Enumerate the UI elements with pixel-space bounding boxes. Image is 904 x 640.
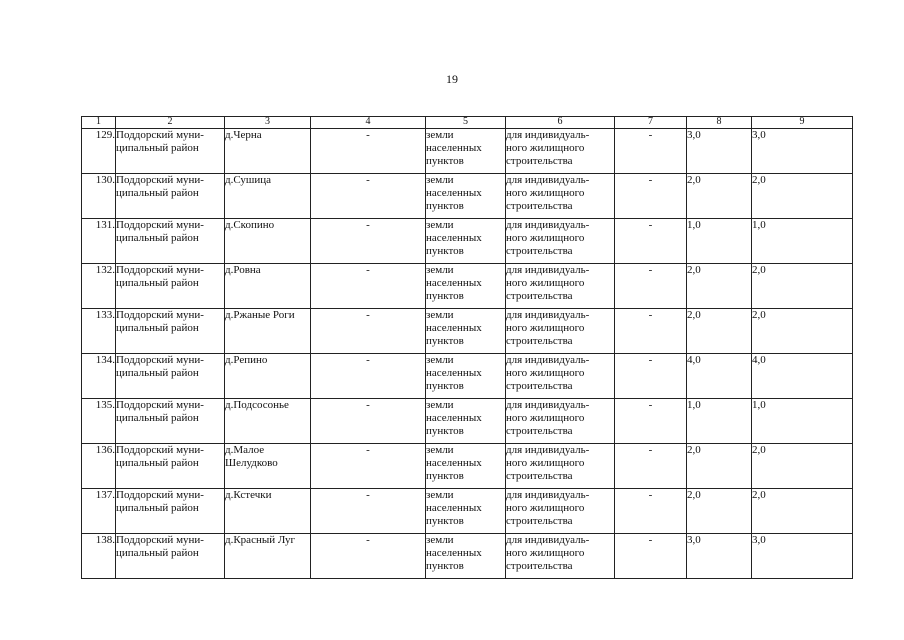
district-cell [116,129,225,174]
column-7-cell-text: - [648,309,653,321]
column-9-cell [752,129,853,174]
district-cell-text: Поддорский муни- ципальный район [116,534,204,559]
land-category-cell [426,489,506,534]
land-category-cell [426,174,506,219]
column-8-cell-text: 4,0 [687,354,701,366]
land-category-cell-text: земли населенных пунктов [426,399,482,437]
row-number-cell [82,489,116,534]
header-cell: 8 [687,117,752,129]
land-category-cell [426,354,506,399]
column-4-cell-text: - [366,489,370,501]
land-category-cell [426,129,506,174]
column-4-cell-text: - [366,309,370,321]
permitted-use-cell [506,489,615,534]
column-9-cell-text: 3,0 [752,129,766,141]
column-7-cell-text: - [648,489,653,501]
column-4-cell [311,444,426,489]
district-cell [116,399,225,444]
land-category-cell-text: земли населенных пунктов [426,444,482,482]
column-9-cell [752,534,853,579]
district-cell-text: Поддорский муни- ципальный район [116,174,204,199]
permitted-use-cell [506,174,615,219]
district-cell-text: Поддорский муни- ципальный район [116,444,204,469]
permitted-use-cell-text: для индивидуаль- ного жилищного строительства [506,264,590,302]
page-number: 19 [446,72,458,86]
column-4-cell [311,399,426,444]
column-8-cell-text: 1,0 [687,399,701,411]
column-4-cell [311,129,426,174]
settlement-cell-text: д.Малое Шелудково [225,444,278,469]
column-8-cell-text: 2,0 [687,489,701,501]
column-9-cell-text: 4,0 [752,354,766,366]
district-cell-text: Поддорский муни- ципальный район [116,129,204,154]
column-7-cell-text: - [648,399,653,411]
column-7-cell [615,219,687,264]
table-row [82,444,853,489]
land-category-cell [426,444,506,489]
land-category-cell [426,309,506,354]
land-category-cell-text: земли населенных пунктов [426,354,482,392]
column-4-cell [311,219,426,264]
column-4-cell-text: - [366,219,370,231]
table-row [82,354,853,399]
header-cell: 9 [752,117,853,129]
column-9-cell [752,174,853,219]
column-8-cell [687,264,752,309]
district-cell-text: Поддорский муни- ципальный район [116,399,204,424]
settlement-cell [225,354,311,399]
column-7-cell [615,534,687,579]
settlement-cell-text: д.Репино [225,354,268,366]
land-plots-table [81,116,853,579]
permitted-use-cell [506,309,615,354]
column-4-cell-text: - [366,354,370,366]
settlement-cell-text: д.Сушица [225,174,272,186]
row-number-cell [82,129,116,174]
column-7-cell [615,129,687,174]
district-cell [116,354,225,399]
settlement-cell [225,489,311,534]
row-number-cell [82,264,116,309]
permitted-use-cell [506,219,615,264]
column-4-cell [311,264,426,309]
district-cell-text: Поддорский муни- ципальный район [116,489,204,514]
column-4-cell-text: - [366,444,370,456]
column-7-cell-text: - [648,219,653,231]
land-category-cell-text: земли населенных пунктов [426,174,482,212]
column-7-cell [615,309,687,354]
permitted-use-cell [506,399,615,444]
row-number-cell-text: 135. [95,399,115,411]
column-9-cell-text: 3,0 [752,534,766,546]
column-8-cell-text: 2,0 [687,309,701,321]
district-cell [116,444,225,489]
column-7-cell [615,264,687,309]
district-cell [116,489,225,534]
column-8-cell-text: 3,0 [687,129,701,141]
district-cell-text: Поддорский муни- ципальный район [116,354,204,379]
column-4-cell-text: - [366,534,370,546]
column-4-cell-text: - [366,264,370,276]
table-row [82,399,853,444]
column-9-cell [752,489,853,534]
row-number-cell-text: 132. [95,264,115,276]
column-7-cell-text: - [648,264,653,276]
column-7-cell-text: - [648,354,653,366]
permitted-use-cell [506,129,615,174]
row-number-cell [82,219,116,264]
district-cell [116,309,225,354]
land-category-cell [426,534,506,579]
district-cell-text: Поддорский муни- ципальный район [116,309,204,334]
column-7-cell [615,399,687,444]
column-4-cell-text: - [366,399,370,411]
column-8-cell-text: 2,0 [687,264,701,276]
table-row [82,129,853,174]
permitted-use-cell [506,354,615,399]
settlement-cell-text: д.Скопино [225,219,275,231]
district-cell [116,264,225,309]
land-category-cell [426,399,506,444]
settlement-cell [225,219,311,264]
settlement-cell [225,264,311,309]
permitted-use-cell-text: для индивидуаль- ного жилищного строительства [506,174,590,212]
settlement-cell-text: д.Красный Луг [225,534,296,546]
settlement-cell [225,174,311,219]
table-row [82,264,853,309]
column-9-cell-text: 2,0 [752,264,766,276]
district-cell-text: Поддорский муни- ципальный район [116,219,204,244]
district-cell [116,219,225,264]
column-7-cell [615,354,687,399]
header-cell: 5 [426,117,506,129]
district-cell [116,174,225,219]
column-9-cell [752,444,853,489]
column-7-cell [615,444,687,489]
district-cell [116,534,225,579]
column-8-cell [687,534,752,579]
settlement-cell [225,444,311,489]
column-7-cell-text: - [648,444,653,456]
column-7-cell [615,174,687,219]
column-8-cell [687,399,752,444]
settlement-cell [225,129,311,174]
header-cell: 1 [82,117,116,129]
permitted-use-cell-text: для индивидуаль- ного жилищного строительства [506,129,590,167]
column-7-cell-text: - [648,534,653,546]
settlement-cell-text: д.Подсосонье [225,399,289,411]
permitted-use-cell-text: для индивидуаль- ного жилищного строительства [506,399,590,437]
row-number-cell-text: 137. [95,489,115,501]
settlement-cell-text: д.Ржаные Роги [225,309,295,321]
column-9-cell-text: 2,0 [752,489,766,501]
header-cell: 2 [116,117,225,129]
permitted-use-cell [506,264,615,309]
row-number-cell [82,399,116,444]
table-row [82,534,853,579]
column-9-cell-text: 2,0 [752,309,766,321]
table-row [82,174,853,219]
permitted-use-cell [506,534,615,579]
row-number-cell [82,174,116,219]
row-number-cell-text: 130. [95,174,115,186]
column-7-cell-text: - [648,129,653,141]
column-8-cell-text: 2,0 [687,444,701,456]
land-category-cell-text: земли населенных пунктов [426,309,482,347]
header-cell: 3 [225,117,311,129]
column-4-cell-text: - [366,129,370,141]
row-number-cell-text: 136. [95,444,115,456]
row-number-cell [82,444,116,489]
row-number-cell [82,534,116,579]
settlement-cell-text: д.Черна [225,129,262,141]
column-8-cell [687,174,752,219]
permitted-use-cell-text: для индивидуаль- ного жилищного строительства [506,354,590,392]
column-9-cell [752,309,853,354]
table-row [82,309,853,354]
district-cell-text: Поддорский муни- ципальный район [116,264,204,289]
permitted-use-cell-text: для индивидуаль- ного жилищного строительства [506,489,590,527]
land-category-cell [426,219,506,264]
column-8-cell [687,129,752,174]
row-number-cell [82,309,116,354]
column-4-cell [311,534,426,579]
column-9-cell [752,264,853,309]
settlement-cell-text: д.Ровна [225,264,261,276]
column-8-cell-text: 3,0 [687,534,701,546]
settlement-cell-text: д.Кстечки [225,489,272,501]
header-cell: 6 [506,117,615,129]
column-4-cell [311,174,426,219]
header-row [82,117,853,129]
column-7-cell [615,489,687,534]
column-4-cell [311,309,426,354]
column-4-cell [311,354,426,399]
permitted-use-cell-text: для индивидуаль- ного жилищного строительства [506,534,590,572]
row-number-cell-text: 131. [95,219,115,231]
permitted-use-cell-text: для индивидуаль- ного жилищного строительства [506,219,590,257]
row-number-cell-text: 129. [95,129,115,141]
header-cell: 7 [615,117,687,129]
land-category-cell-text: земли населенных пунктов [426,489,482,527]
column-9-cell [752,399,853,444]
column-9-cell-text: 1,0 [752,399,766,411]
settlement-cell [225,399,311,444]
settlement-cell [225,534,311,579]
column-8-cell [687,489,752,534]
land-category-cell-text: земли населенных пунктов [426,534,482,572]
land-category-cell-text: земли населенных пунктов [426,219,482,257]
column-8-cell [687,354,752,399]
row-number-cell-text: 134. [95,354,115,366]
column-9-cell-text: 2,0 [752,174,766,186]
land-category-cell-text: земли населенных пунктов [426,129,482,167]
land-category-cell [426,264,506,309]
column-8-cell [687,444,752,489]
header-cell: 4 [311,117,426,129]
column-8-cell-text: 1,0 [687,219,701,231]
permitted-use-cell-text: для индивидуаль- ного жилищного строительства [506,444,590,482]
row-number-cell-text: 138. [95,534,115,546]
column-9-cell-text: 1,0 [752,219,766,231]
column-9-cell [752,219,853,264]
column-4-cell-text: - [366,174,370,186]
column-8-cell [687,309,752,354]
permitted-use-cell-text: для индивидуаль- ного жилищного строительства [506,309,590,347]
column-8-cell [687,219,752,264]
land-category-cell-text: земли населенных пунктов [426,264,482,302]
table-row [82,489,853,534]
column-8-cell-text: 2,0 [687,174,701,186]
settlement-cell [225,309,311,354]
column-7-cell-text: - [648,174,653,186]
column-9-cell [752,354,853,399]
column-9-cell-text: 2,0 [752,444,766,456]
permitted-use-cell [506,444,615,489]
row-number-cell-text: 133. [95,309,115,321]
row-number-cell [82,354,116,399]
table-row [82,219,853,264]
column-4-cell [311,489,426,534]
